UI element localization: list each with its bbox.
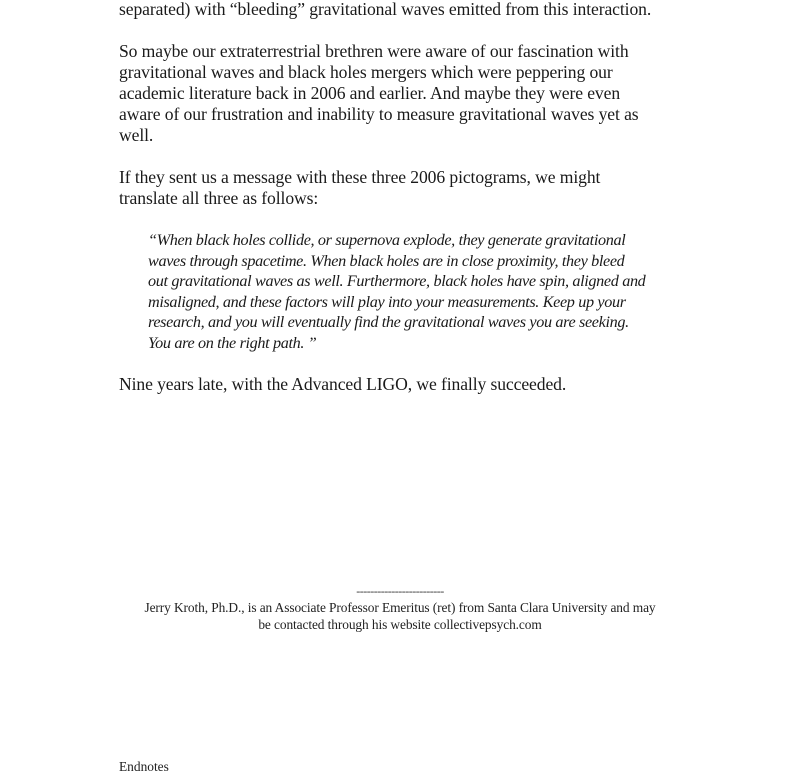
- paragraph-ligo-success: Nine years late, with the Advanced LIGO, we finally succeeded.: [119, 374, 567, 394]
- quote-line: waves through spacetime. When black holes are in close proximity, they bleed: [148, 251, 625, 270]
- text-line: So maybe our extraterrestrial brethren were aware of our fascination with: [119, 41, 629, 61]
- block-quote-translation: [148, 230, 658, 354]
- paragraph-extraterrestrial-brethren: [119, 41, 684, 146]
- text-line: aware of our frustration and inability to measure gravitational waves yet as: [119, 104, 639, 124]
- author-bio: [112, 599, 688, 633]
- quote-line: “When black holes collide, or supernova explode, they generate gravitational: [148, 231, 626, 249]
- paragraph-pictograms-intro: [119, 167, 684, 209]
- paragraph-bleeding-waves: separated) with “bleeding” gravitational waves emitted from this interaction.: [119, 0, 652, 19]
- text-line: translate all three as follows:: [119, 188, 319, 208]
- section-divider: -------------------------: [356, 584, 444, 598]
- quote-line: You are on the right path. ”: [148, 333, 317, 352]
- quote-line: out gravitational waves as well. Furthermore, black holes have spin, aligned and: [148, 272, 646, 291]
- quote-line: research, and you will eventually find the gravitational waves you are seeking.: [148, 313, 629, 332]
- quote-line: misaligned, and these factors will play into your measurements. Keep up your: [148, 292, 626, 311]
- bio-line: Jerry Kroth, Ph.D., is an Associate Professor Emeritus (ret) from Santa Clara University and may: [144, 600, 656, 615]
- text-line: gravitational waves and black holes mergers which were peppering our: [119, 62, 613, 82]
- text-line: If they sent us a message with these three 2006 pictograms, we might: [119, 167, 601, 187]
- endnotes-heading: Endnotes: [119, 759, 169, 774]
- text-line: academic literature back in 2006 and earlier. And maybe they were even: [119, 83, 621, 103]
- text-line: well.: [119, 125, 154, 145]
- bio-line: be contacted through his website collectivepsych.com: [258, 617, 542, 632]
